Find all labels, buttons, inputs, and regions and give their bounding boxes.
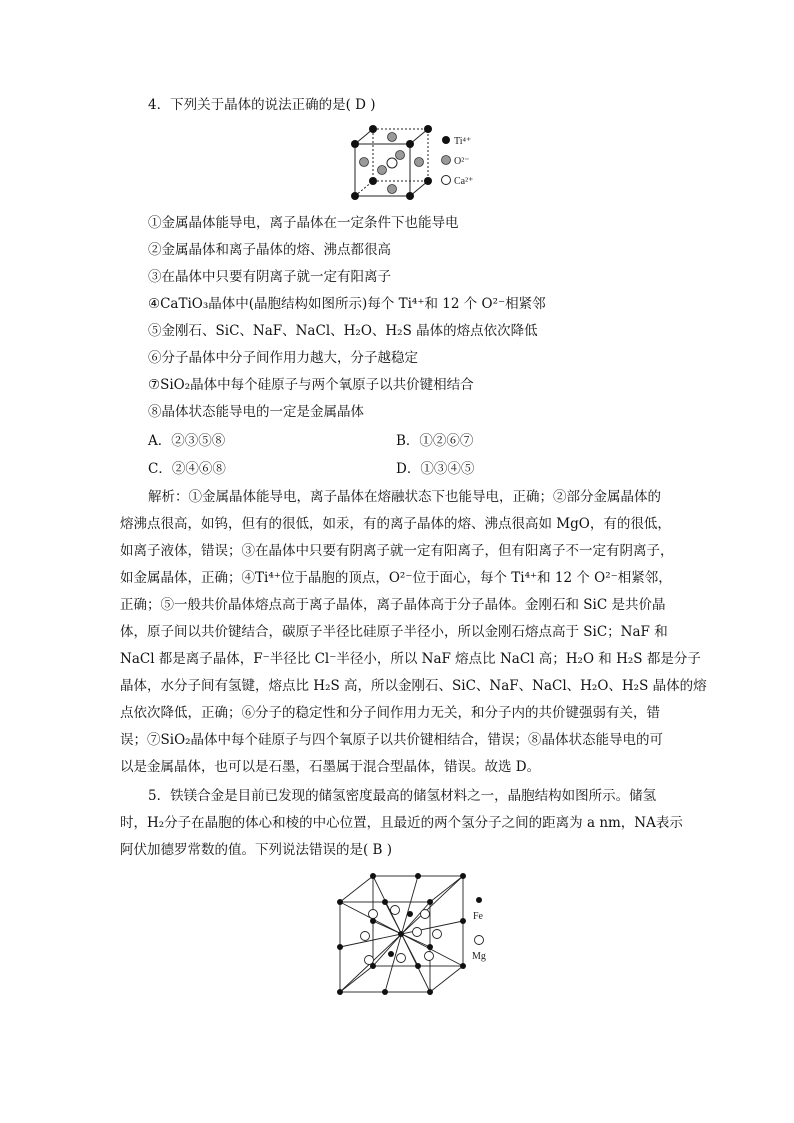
perovskite-unit-cell-figure (340, 124, 490, 204)
q4-item-8: ⑧晶体状态能导电的一定是金属晶体 (148, 404, 364, 420)
legend-fe: Fe (473, 911, 483, 922)
q4-item-5: ⑤金刚石、SiC、NaF、NaCl、H₂O、H₂S 晶体的熔点依次降低 (148, 323, 538, 339)
q4-stem: 4．下列关于晶体的说法正确的是( D ) (148, 97, 376, 113)
analysis-line-2: 熔沸点很高，如钨，但有的很低，如汞，有的离子晶体的熔、沸点很高如 MgO，有的很低， (120, 516, 671, 532)
analysis-line-8: 晶体，水分子间有氢键，熔点比 H₂S 高，所以金刚石、SiC、NaF、NaCl、H₂O、H₂S 晶体的熔 (120, 678, 707, 694)
legend-ca: Ca²⁺ (454, 176, 474, 187)
analysis-line-1: 解析：①金属晶体能导电，离子晶体在熔融状态下也能导电，正确；②部分金属晶体的 (148, 489, 661, 505)
analysis-line-6: 体，原子间以共价键结合，碳原子半径比硅原子半径小，所以金刚石熔点高于 SiC；NaF 和 (120, 624, 668, 640)
q4-item-4: ④CaTiO₃晶体中(晶胞结构如图所示)每个 Ti⁴⁺和 12 个 O²⁻相紧邻 (148, 296, 546, 312)
analysis-line-9: 点依次降低，正确；⑥分子的稳定性和分子间作用力无关，和分子内的共价键强弱有关，错 (120, 705, 660, 721)
q5-stem-line-2: 时，H₂分子在晶胞的体心和棱的中心位置，且最近的两个氢分子之间的距离为 a nm，NA表示 (120, 815, 683, 831)
legend-ti: Ti⁴⁺ (454, 136, 472, 147)
option-b: B．①②⑥⑦ (396, 433, 474, 449)
q4-item-3: ③在晶体中只要有阴离子就一定有阳离子 (148, 269, 391, 285)
q5-stem-line-3: 阿伏加德罗常数的值。下列说法错误的是( B ) (120, 842, 393, 858)
fe-mg-unit-cell-figure (325, 870, 495, 1000)
analysis-line-11: 以是金属晶体，也可以是石墨，石墨属于混合型晶体，错误。故选 D。 (120, 759, 541, 775)
analysis-line-5: 正确；⑤一般共价晶体熔点高于离子晶体，离子晶体高于分子晶体。金刚石和 SiC 是共价晶 (120, 597, 666, 613)
q4-item-7: ⑦SiO₂晶体中每个硅原子与两个氧原子以共价键相结合 (148, 377, 474, 393)
q4-item-6: ⑥分子晶体中分子间作用力越大，分子越稳定 (148, 350, 418, 366)
ca-ion-marker (387, 158, 397, 168)
option-d: D．①③④⑤ (396, 461, 475, 477)
q4-item-2: ②金属晶体和离子晶体的熔、沸点都很高 (148, 242, 391, 258)
option-c: C．②④⑥⑧ (148, 461, 226, 477)
q5-stem-line-1: 5．铁镁合金是目前已发现的储氢密度最高的储氢材料之一，晶胞结构如图所示。储氢 (148, 788, 657, 804)
analysis-line-3: 如离子液体，错误；③在晶体中只要有阴离子就一定有阳离子，但有阳离子不一定有阴离子， (120, 543, 674, 559)
analysis-line-10: 误；⑦SiO₂晶体中每个硅原子与四个氧原子以共价键相结合，错误；⑧晶体状态能导电的可 (120, 732, 664, 748)
q4-item-1: ①金属晶体能导电，离子晶体在一定条件下也能导电 (148, 215, 459, 231)
legend-mg: Mg (472, 951, 486, 962)
analysis-line-4: 如金属晶体，正确；④Ti⁴⁺位于晶胞的顶点，O²⁻位于面心，每个 Ti⁴⁺和 12 个 O²⁻相紧邻， (120, 570, 672, 586)
legend-o: O²⁻ (454, 156, 470, 167)
option-a: A．②③⑤⑧ (148, 433, 226, 449)
analysis-line-7: NaCl 都是离子晶体，F⁻半径比 Cl⁻半径小，所以 NaF 熔点比 NaCl 高；H₂O 和 H₂S 都是分子 (120, 651, 701, 667)
